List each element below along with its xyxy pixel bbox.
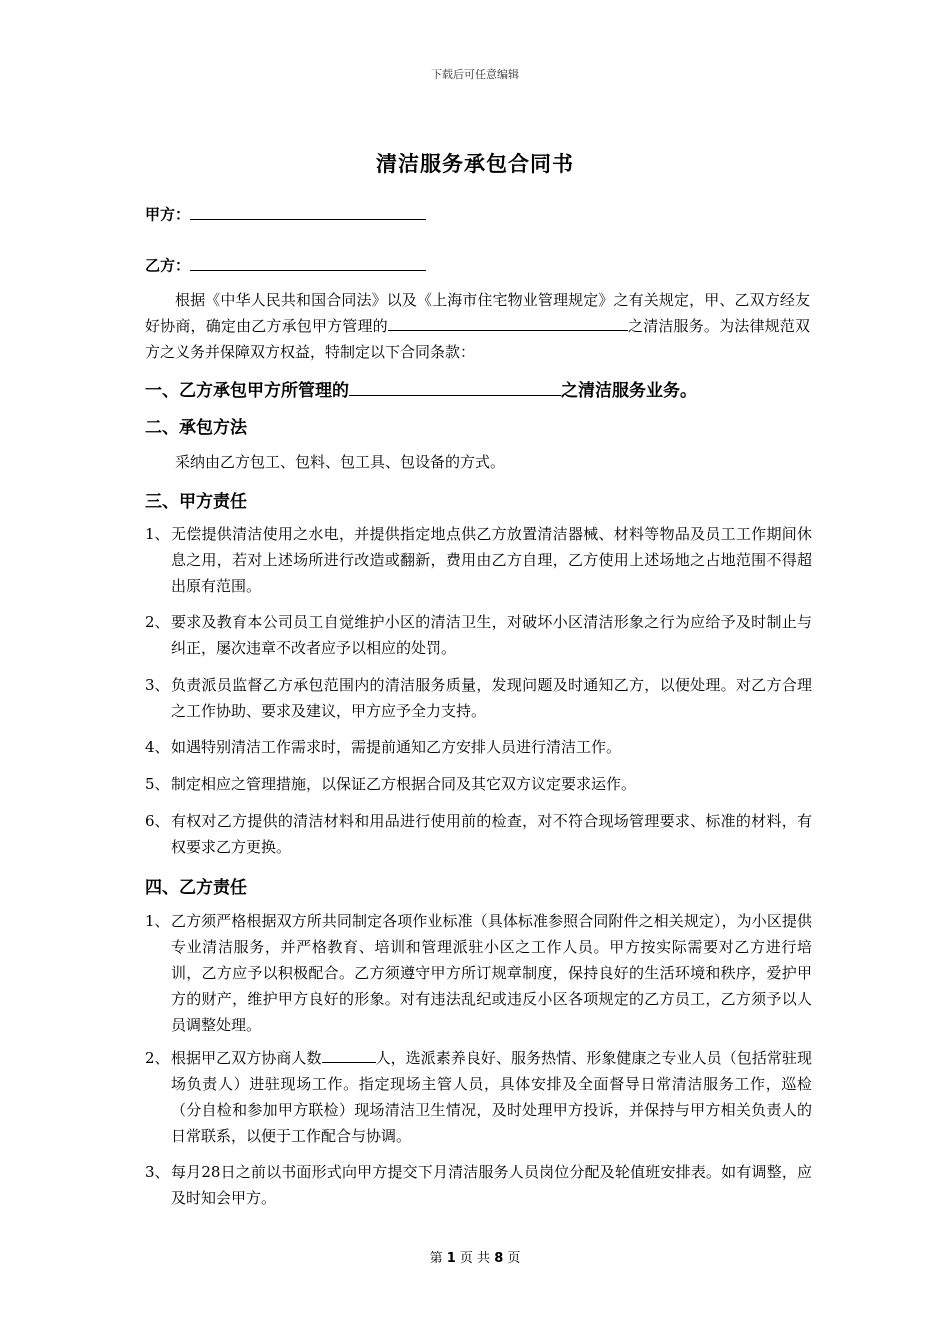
party-b-item-2 (145, 1045, 812, 1149)
section-3-heading: 三、甲方责任 (145, 492, 247, 512)
footer-middle: 页 共 (459, 1251, 491, 1266)
party-a-item-4 (145, 734, 812, 760)
item-number: 1、 (145, 525, 170, 543)
section-1-heading (145, 376, 697, 401)
party-b-blank (190, 253, 426, 271)
party-b-label: 乙方： (145, 256, 191, 275)
party-b-item-1 (145, 908, 812, 1038)
current-page-number: 1 (446, 1251, 456, 1266)
party-a-item-5 (145, 771, 812, 797)
section-2-heading: 二、承包方法 (145, 418, 247, 438)
item-number: 2、 (145, 613, 170, 631)
section-1-text-pre: 一、乙方承包甲方所管理的 (145, 381, 349, 401)
footer-prefix: 第 (429, 1251, 443, 1266)
item-text: 负责派员监督乙方承包范围内的清洁服务质量，发现问题及时通知乙方，以便处理。对乙方合理之工作协助、要求及建议，甲方应予全力支持。 (171, 676, 812, 720)
party-a-item-6 (145, 808, 812, 860)
item-text: 要求及教育本公司员工自觉维护小区的清洁卫生，对破坏小区清洁形象之行为应给予及时制止与纠正，屡次违章不改者应予以相应的处罚。 (171, 613, 812, 657)
party-a-blank (190, 202, 426, 220)
total-pages-number: 8 (494, 1251, 504, 1266)
item-text: 制定相应之管理措施，以保证乙方根据合同及其它双方议定要求运作。 (171, 775, 637, 793)
party-b-item-3 (145, 1159, 812, 1211)
item-number: 3、 (145, 1163, 170, 1181)
item-text: 如遇特别清洁工作需求时，需提前通知乙方安排人员进行清洁工作。 (171, 738, 622, 756)
section-1-blank (349, 376, 561, 396)
item-number: 6、 (145, 812, 170, 830)
item-text (171, 1045, 812, 1149)
header-note: 下载后可任意编辑 (431, 68, 519, 81)
footer-suffix: 页 (507, 1251, 521, 1266)
item-number: 1、 (145, 912, 170, 930)
party-a-item-1 (145, 521, 812, 599)
party-a-item-2 (145, 609, 812, 661)
item-number: 5、 (145, 775, 170, 793)
item-text: 有权对乙方提供的清洁材料和用品进行使用前的检查，对不符合现场管理要求、标准的材料，有权要求乙方更换。 (171, 812, 812, 856)
item-text: 无偿提供清洁使用之水电，并提供指定地点供乙方放置清洁器械、材料等物品及员工工作期间休息之用，若对上述场所进行改造或翻新，费用由乙方自理，乙方使用上述场地之占地范围不得超出原有范围。 (171, 525, 812, 595)
section-4-heading: 四、乙方责任 (145, 878, 247, 898)
item-text: 乙方须严格根据双方所共同制定各项作业标准（具体标准参照合同附件之相关规定），为小区提供专业清洁服务，并严格教育、培训和管理派驻小区之工作人员。甲方按实际需要对乙方进行培训，乙方应予以积极配合。乙方须遵守甲方所订规章制度，保持良好的生活环境和秩序，爱护甲方的财产，维护甲方良好的形象。对有违法乱纪或违反小区各项规定的乙方员工，乙方须予以人员调整处理。 (171, 912, 812, 1034)
document-title: 清洁服务承包合同书 (376, 152, 574, 176)
item-number: 4、 (145, 738, 170, 756)
page-footer (0, 1247, 950, 1266)
item-number: 3、 (145, 676, 170, 694)
party-a-label: 甲方： (145, 205, 191, 224)
party-a-line (145, 202, 426, 225)
headcount-blank (322, 1046, 376, 1064)
item-2-text-post: 人，选派素养良好、服务热情、形象健康之专业人员（包括常驻现场负责人）进驻现场工作。指定现场主管人员，具体安排及全面督导日常清洁服务工作，巡检（分自检和参加甲方联检）现场清洁卫生情况，及时处理甲方投诉，并保持与甲方相关负责人的日常联系，以便于工作配合与协调。 (171, 1049, 812, 1145)
intro-text-1: 根据《中华人民共和国合同法》以及《上海市住宅物业管理规定》之有关规定，甲、乙双方经友好协商，确定由乙方承包甲方管理的 (145, 291, 810, 335)
intro-blank (388, 314, 628, 332)
intro-text-2: 之清洁服务。为法律规范双方之义务并保障双方权益，特制定以下合同条款： (145, 317, 810, 361)
item-2-text-pre: 根据甲乙双方协商人数 (171, 1049, 322, 1067)
item-text: 每月28日之前以书面形式向甲方提交下月清洁服务人员岗位分配及轮值班安排表。如有调整，应及时知会甲方。 (171, 1163, 812, 1207)
intro-paragraph (145, 287, 810, 365)
party-a-item-3 (145, 672, 812, 724)
section-1-text-post: 之清洁服务业务。 (561, 381, 697, 401)
section-2-body: 采纳由乙方包工、包料、包工具、包设备的方式。 (175, 453, 506, 471)
party-b-line (145, 253, 426, 276)
item-number: 2、 (145, 1049, 170, 1067)
